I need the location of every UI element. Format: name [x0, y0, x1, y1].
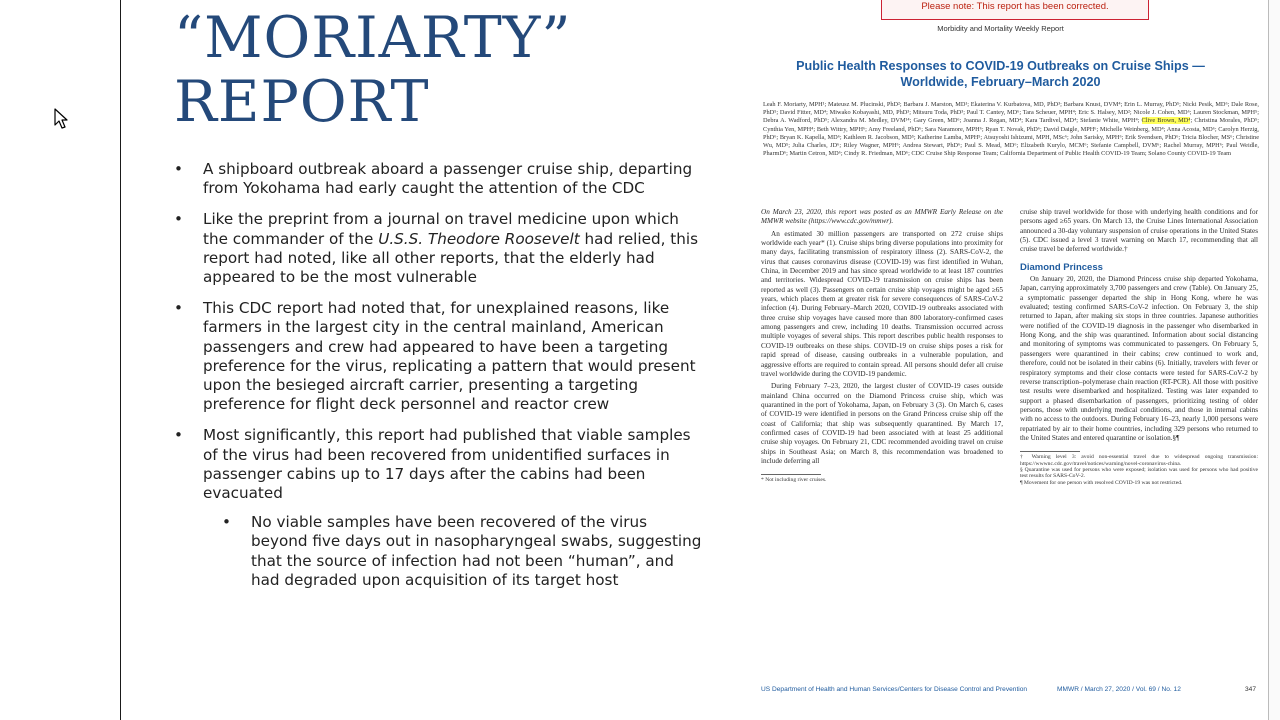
footnote: § Quarantine was used for persons who were exposed; isolation was used for persons who had positive test results for SARS-CoV-2.: [1020, 467, 1258, 480]
bullet-item: [174, 299, 704, 414]
bullet-marker: •: [174, 426, 183, 445]
document-title-line-2: Worldwide, February–March 2020: [900, 75, 1101, 89]
bullet-text-continued: had relied, this report had noted, like all other reports, that the elderly had appeared to be the most vulnerable: [203, 229, 698, 287]
author-list: [763, 101, 1259, 158]
highlighted-author: Clive Brown, MD⁴: [1141, 117, 1191, 125]
footnote-rule: [1020, 451, 1080, 452]
journal-header: Morbidity and Mortality Weekly Report: [937, 24, 1064, 33]
footnote: † Warning level 3: avoid non-essential travel due to widespread ongoing transmission: https://wwwnc.cdc.gov/travel/notices/warning/novel-coronavirus-china.: [1020, 454, 1258, 467]
paragraph: On January 20, 2020, the Diamond Princess cruise ship departed Yokohama, Japan, carrying approximately 3,700 passengers and crew (Table). On January 25, a symptomatic passenger departed the ship in Hong Kong, where he was evaluated; testing confirmed SARS-CoV-2 infection. On February 3, the ship returned to Japan, after making six stops in three countries. Japanese authorities were notified of the COVID-19 diagnosis in the passenger who disembarked in Hong Kong, and the ship was quarantined. Information about social distancing and monitoring of symptoms was communicated to passengers. On February 5, passengers were quarantined in their cabins; crew continued to work and, therefore, could not be isolated in their cabins (6). Initially, travelers with fever or respiratory symptoms and their close contacts were tested for SARS-CoV-2 by reverse transcription–polymerase chain reaction (RT-PCR). All those with positive test results were disembarked and hospitalized. Testing was later expanded to support a phased disembarkation of passengers, prioritizing testing of older persons, those with underlying medical conditions, and those in internal cabins with no access to the outdoors. During February 16–23, nearly 1,000 persons were repatriated by air to their home countries, including 329 persons who returned to the United States and entered quarantine or isolation.§¶: [1020, 275, 1258, 442]
document-column-right: [1020, 208, 1258, 486]
mouse-pointer-icon: [54, 108, 70, 130]
bullet-marker: •: [222, 513, 231, 532]
document-title: [753, 58, 1248, 90]
footer-publisher: US Department of Health and Human Services/Centers for Disease Control and Prevention: [761, 686, 1028, 693]
paragraph: On March 23, 2020, this report was posted as an MMWR Early Release on the MMWR website (https://www.cdc.gov/mmwr).: [761, 208, 1003, 226]
paragraph: cruise ship travel worldwide for those with underlying health conditions and for persons aged ≥65 years. On March 13, the Cruise Lines International Association announced a 30-day voluntary suspension of cruise operations in the United States (5). CDC issued a level 3 travel warning on March 17, recommending that all cruise travel be deferred worldwide.†: [1020, 208, 1258, 254]
sub-bullet-item: [222, 513, 704, 590]
slide-title-line-1: “MORIARTY”: [174, 5, 572, 71]
bullet-marker: •: [174, 210, 183, 229]
right-edge-scrollbar[interactable]: [1268, 0, 1280, 720]
ship-name: U.S.S. Theodore Roosevelt: [378, 229, 580, 248]
bullet-marker: •: [174, 160, 183, 178]
paragraph: An estimated 30 million passengers are transported on 272 cruise ships worldwide each year* (1). Cruise ships bring diverse populations into proximity for many days, facilitating transmission of respiratory illness (2). SARS-CoV-2, the virus that causes coronavirus disease (COVID-19) was first identified in Wuhan, China, in December 2019 and has since spread worldwide to at least 187 countries and territories. Widespread COVID-19 transmission on cruise ships has been reported as well (3). Passengers on certain cruise ship voyages might be aged ≥65 years, which places them at greater risk for severe consequences of SARS-CoV-2 infection (4). During February–March 2020, COVID-19 outbreaks associated with three cruise ship voyages have caused more than 800 laboratory-confirmed cases among passengers and crew, including 10 deaths. Transmission occurred across multiple voyages of several ships. This report describes public health responses to COVID-19 outbreaks on these ships. COVID-19 on cruise ships poses a risk for rapid spread of disease, causing outbreaks in a vulnerable population, and aggressive efforts are required to contain spread. All persons should defer all cruise travel worldwide during the COVID-19 pandemic.: [761, 229, 1003, 378]
section-heading: Diamond Princess: [1020, 261, 1103, 273]
bullet-text: Most significantly, this report had published that viable samples of the virus had been recovered from unidentified surfaces in passenger cabins up to 17 days after the cabins had been evacuated: [203, 426, 691, 503]
bullet-text: A shipboard outbreak aboard a passenger cruise ship, departing from Yokohama had early caught the attention of the CDC: [203, 160, 693, 198]
slide-title: [174, 6, 734, 134]
footnote: * Not including river cruises.: [761, 477, 827, 484]
authors-text: Leah F. Moriarty, MPH¹; Mateusz M. Plucinski, PhD²; Barbara J. Marston, MD¹; Ekaterina V. Kurbatova, MD, PhD³; Barbara Knust, DVM⁴; Erin L. Murray, PhD⁵; Nicki Pesik, MD⁶; Dale Rose, PhD⁵; David Fitter, MD⁴; Miwako Kobayashi, MD, PhD³; Mitsuru Toda, PhD³; Paul T. Cantey, MD⁶; Tara Scheuer, MPH⁴; Eric S. Halsey, MD²; Nicole J. Cohen, MD⁶; Lauren Stockman, MPH⁵; Debra A. Wadford, PhD⁵; Alexandra M. Medley, DVM¹⁴; Gary Green, MD⁶; Joanna J. Regan, MD⁴; Kara Tardivel, MD⁴; Stefanie White, MPH⁴;: [763, 101, 1259, 125]
bullet-marker: •: [174, 299, 183, 318]
footnote-rule: [761, 474, 821, 475]
footer-page-number: 347: [1245, 686, 1257, 693]
footer-issue: MMWR / March 27, 2020 / Vol. 69 / No. 12: [1057, 686, 1181, 693]
bullet-item: [174, 160, 704, 198]
authors-text-continued: ; Christina Morales, PhD⁵; Cynthia Yen, MPH⁴; Beth Wittry, MPH⁶; Amy Freeland, PhD⁶; Sara Naramore, MPH⁶; Ryan T. Novak, PhD⁶; David Daigle, MPH⁶; Michelle Weinberg, MD⁴; Anna Acosta, MD⁶; Carolyn Herzig, PhD⁶; Bryan K. Kapella, MD⁶; Kathleen R. Jacobson, MD⁵; Katherine Lamba, MPH⁵; Atsuyoshi Ishizumi, MPH, MSc⁶; John Sarisky, MPH⁶; Erik Svendsen, PhD⁶; Tricia Blocher, MS⁶; Christine Wu, MD⁵; Julia Charles, JD⁶; Riley Wagner, MPH⁶; Andrea Stewart, PhD⁶; Paul S. Mead, MD⁶; Elizabeth Kurylo, MCM⁶; Stefanie Campbell, DVM⁶; Rachel Murray, MPH⁶; Paul Weidle, PharmD⁶; Martin Cetron, MD⁶; Cindy R. Friedman, MD⁶; CDC Cruise Ship Response Team; California Department of Public Health COVID-19 Team; Solano County COVID-19 Team: [763, 117, 1259, 158]
bullet-item: [174, 426, 704, 503]
correction-notice: Please note: This report has been corrected.: [881, 0, 1149, 20]
document-column-left: [761, 208, 1003, 484]
paragraph: During February 7–23, 2020, the largest cluster of COVID-19 cases outside mainland China occurred on the Diamond Princess cruise ship, which was quarantined in the port of Yokohama, Japan, on February 3 (3). On March 6, cases of COVID-19 were identified in persons on the Grand Princess cruise ship off the coast of California; that ship was subsequently quarantined. By March 17, confirmed cases of COVID-19 had been associated with at least 25 additional cruise ship voyages. On February 21, CDC recommended avoiding travel on cruise ships in Southeast Asia; on March 8, this recommendation was broadened to include deferring all: [761, 382, 1003, 465]
bullet-text: Like the preprint from a journal on travel medicine upon which the commander of the: [203, 210, 679, 248]
document-title-line-1: Public Health Responses to COVID-19 Outbreaks on Cruise Ships —: [796, 59, 1205, 73]
mmwr-document-image: [733, 0, 1268, 720]
bullet-text: This CDC report had noted that, for unexplained reasons, like farmers in the largest city in the central mainland, American passengers and crew had appeared to have been a targeting preference for the virus, replicating a pattern that would present upon the besieged aircraft carrier, presenting a targeting preference for flight deck personnel and reactor crew: [203, 299, 696, 414]
footnote: ¶ Movement for one person with resolved COVID-19 was not restricted.: [1020, 479, 1183, 486]
bullet-item: [174, 210, 704, 287]
bullet-list: [174, 160, 704, 602]
sub-bullet-text: No viable samples have been recovered of the virus beyond five days out in nasopharyngeal swabs, suggesting that the source of infection had not been “human”, and had degraded upon acquisition of its target host: [251, 513, 702, 589]
slide-title-line-2: REPORT: [174, 69, 430, 135]
